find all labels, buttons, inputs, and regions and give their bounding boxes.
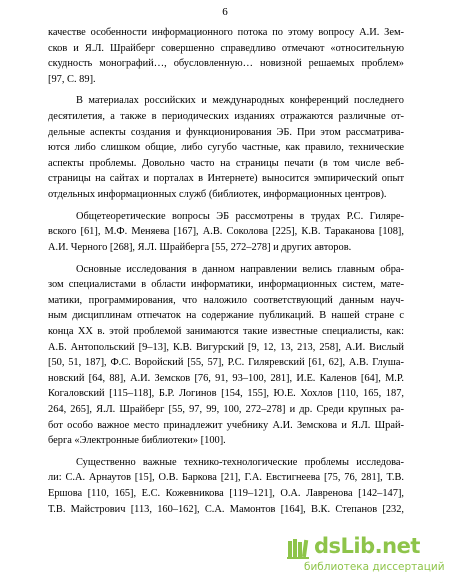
text-line: Когаловский [115–118], Б.Р. Логинов [154, 155], Ю.Е. Хохлов [110, 165, 187, xyxy=(48,388,404,400)
watermark-tagline: библиотека диссертаций xyxy=(304,561,445,573)
text-line: Существенно важные технико-технологические проблемы исследова- xyxy=(76,456,404,468)
dslib-watermark xyxy=(286,534,445,574)
watermark-site-name: dsLib.net xyxy=(314,534,420,558)
text-line: берга «Электронные библиотеки» [100]. xyxy=(48,435,226,447)
text-line: отдельных информационных служб (библиотек, информационных центров). xyxy=(48,189,387,201)
dslib-logo xyxy=(286,534,436,560)
text-line: [97, С. 89]. xyxy=(48,73,96,85)
page-number: 6 xyxy=(222,6,228,18)
text-line: Ершова [110, 165], Е.С. Кожевникова [119–121], О.А. Лавренова [142–147], xyxy=(48,488,404,500)
text-line: конца XX в. этой проблемой занимаются такие известные специалисты, как: xyxy=(48,325,404,337)
bookshelf-logo-icon xyxy=(286,537,310,559)
text-line: А.И. Черного [268], Я.Л. Шрайберга [55, 272–278] и других авторов. xyxy=(48,241,352,253)
text-line: ли: С.А. Арнаутов [15], О.В. Баркова [21], Г.А. Евстигнеева [75, 76, 281], Т.В. xyxy=(48,472,404,484)
text-line: дельные аспекты создания и функционирования ЭБ. При этом рассматрива- xyxy=(48,126,404,138)
text-line: [50, 51, 187], Ф.С. Воройский [55, 57], Р.С. Гиляревский [61, 62], А.В. Глуша- xyxy=(48,357,404,369)
text-line: вского [61], М.Ф. Меняева [167], А.В. Соколова [225], К.В. Тараканова [108], xyxy=(48,226,404,238)
text-line: новский [64, 88], А.И. Земсков [76, 91, 93–100, 281], И.Е. Каленов [64], М.Р. xyxy=(48,372,404,384)
text-line: качестве особенности информационного потока по этому вопросу А.И. Зем- xyxy=(48,27,404,38)
text-line: А.Б. Антопольский [9–13], К.В. Вигурский [9, 12, 13, 213, 258], А.И. Вислый xyxy=(48,341,404,353)
text-line: матики, программирования, что наложило соответствующий данным науч- xyxy=(48,294,404,306)
text-line: Основные исследования в данном направлении велись главным обра- xyxy=(76,263,404,275)
text-line: ются либо слишком общие, либо сугубо частные, как правило, технические xyxy=(48,142,404,154)
text-line: Т.В. Майстрович [113, 160–162], С.А. Мамонтов [164], В.К. Степанов [232, xyxy=(48,503,404,515)
text-line: зом специалистами в области информатики, информационных систем, мате- xyxy=(48,279,404,291)
text-line: сков и Я.Л. Шрайберг совершенно справедливо отмечают «относительную xyxy=(48,42,404,54)
text-line: скудность монографий…, обусловленную… новизной решаемых проблем» xyxy=(48,58,404,70)
document-body xyxy=(48,25,404,517)
text-line: В материалах российских и международных конференций последнего xyxy=(76,95,404,107)
text-line: аспекты проблемы. Довольно часто на страницы печати (в том числе веб- xyxy=(48,157,404,169)
text-line: Общетеоретические вопросы ЭБ рассмотрены в трудах Р.С. Гиляре- xyxy=(76,210,404,222)
text-line: страницы на сайтах и порталах в Интернете) выносится эмпирический опыт xyxy=(48,173,404,185)
text-line: десятилетия, а также в периодических изданиях отражаются различные от- xyxy=(48,111,404,123)
text-line: 264, 265], Я.Л. Шрайберг [55, 97, 99, 100, 272–278] и др. Среди крупных ра- xyxy=(48,404,404,416)
text-line: ным дисциплинам отпечаток на содержание публикаций. В нашей стране с xyxy=(48,310,404,322)
text-line: бот особо важное место принадлежит учебнику А.И. Земскова и Я.Л. Шрай- xyxy=(48,419,404,431)
